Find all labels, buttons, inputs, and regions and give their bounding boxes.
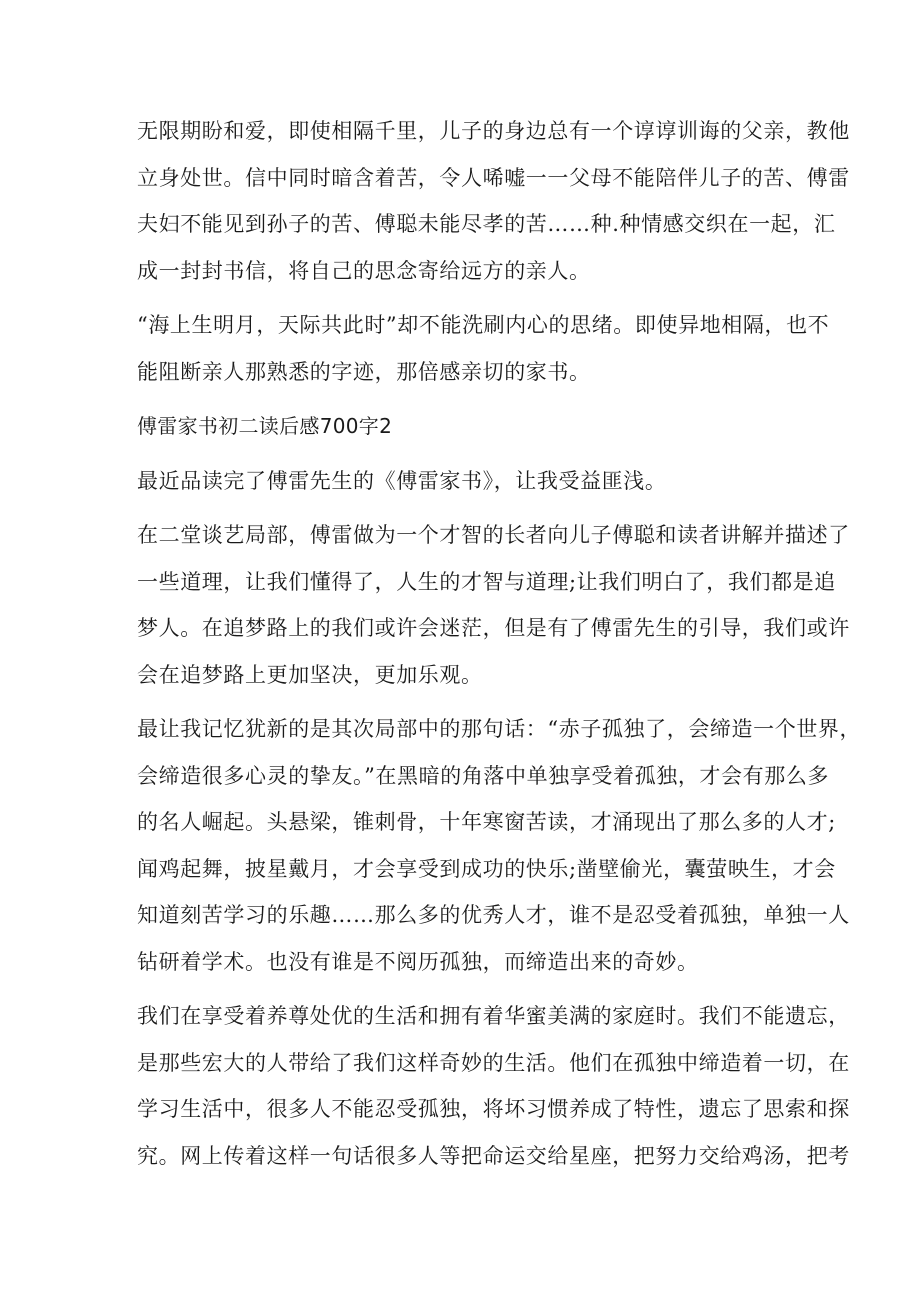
section-heading: 傅雷家书初二读后感700字2 (137, 414, 393, 438)
text-line: 在二堂谈艺局部，傅雷做为一个才智的长者向儿子傅聪和读者讲解并描述了 (137, 523, 850, 547)
text-line: 会缔造很多心灵的挚友。”在黑暗的角落中单独享受着孤独，才会有那么多 (137, 763, 830, 788)
paragraph-5 (137, 706, 862, 985)
text-line: 的名人崛起。头悬梁，锥刺骨，十年寒窗苦读，才涌现出了那么多的人才; (137, 810, 836, 834)
text-line: “海上生明月，天际共此时”却不能洗刷内心的思绪。即使异地相隔，也不 (137, 313, 830, 337)
text-line: 究。网上传着这样一句话很多人等把命运交给星座，把努力交给鸡汤，把考 (137, 1143, 850, 1168)
paragraph-4 (137, 512, 850, 698)
text-line: 夫妇不能见到孙子的苦、傅聪未能尽孝的苦……种.种情感交织在一起，汇 (137, 212, 836, 236)
text-line: 最近品读完了傅雷先生的《傅雷家书》，让我受益匪浅。 (137, 468, 667, 493)
text-line: 知道刻苦学习的乐趣……那么多的优秀人才，谁不是忍受着孤独，单独一人 (137, 903, 850, 927)
text-line: 无限期盼和爱，即使相隔千里，儿子的身边总有一个谆谆训诲的父亲，教他 (137, 119, 850, 143)
paragraph-2 (137, 302, 830, 395)
paragraph-6 (137, 993, 850, 1179)
text-line: 最让我记忆犹新的是其次局部中的那句话：“赤子孤独了，会缔造一个世界， (137, 717, 862, 741)
text-line: 梦人。在追梦路上的我们或许会迷茫，但是有了傅雷先生的引导，我们或许 (137, 616, 850, 640)
text-line: 学习生活中，很多人不能忍受孤独，将坏习惯养成了特性，遗忘了思索和探 (137, 1097, 850, 1121)
paragraph-1 (137, 108, 850, 294)
paragraph-3 (137, 458, 793, 505)
text-line: 闻鸡起舞，披星戴月，才会享受到成功的快乐;凿壁偷光，囊萤映生，才会 (137, 856, 836, 881)
document-body (137, 108, 862, 1179)
text-line: 成一封封书信，将自己的思念寄给远方的亲人。 (137, 258, 591, 283)
text-line: 一些道理，让我们懂得了，人生的才智与道理;让我们明白了，我们都是追 (137, 569, 836, 594)
text-line: 我们在享受着养尊处优的生活和拥有着华蜜美满的家庭时。我们不能遗忘， (137, 1004, 850, 1028)
text-line: 能阻断亲人那熟悉的字迹，那倍感亲切的家书。 (137, 359, 591, 384)
text-line: 是那些宏大的人带给了我们这样奇妙的生活。他们在孤独中缔造着一切，在 (137, 1050, 850, 1075)
text-line: 会在追梦路上更加坚决，更加乐观。 (137, 662, 483, 687)
text-line: 立身处世。信中同时暗含着苦，令人唏嘘一一父母不能陪伴儿子的苦、傅雷 (137, 165, 850, 190)
text-line: 钻研着学术。也没有谁是不阅历孤独，而缔造出来的奇妙。 (137, 949, 699, 974)
